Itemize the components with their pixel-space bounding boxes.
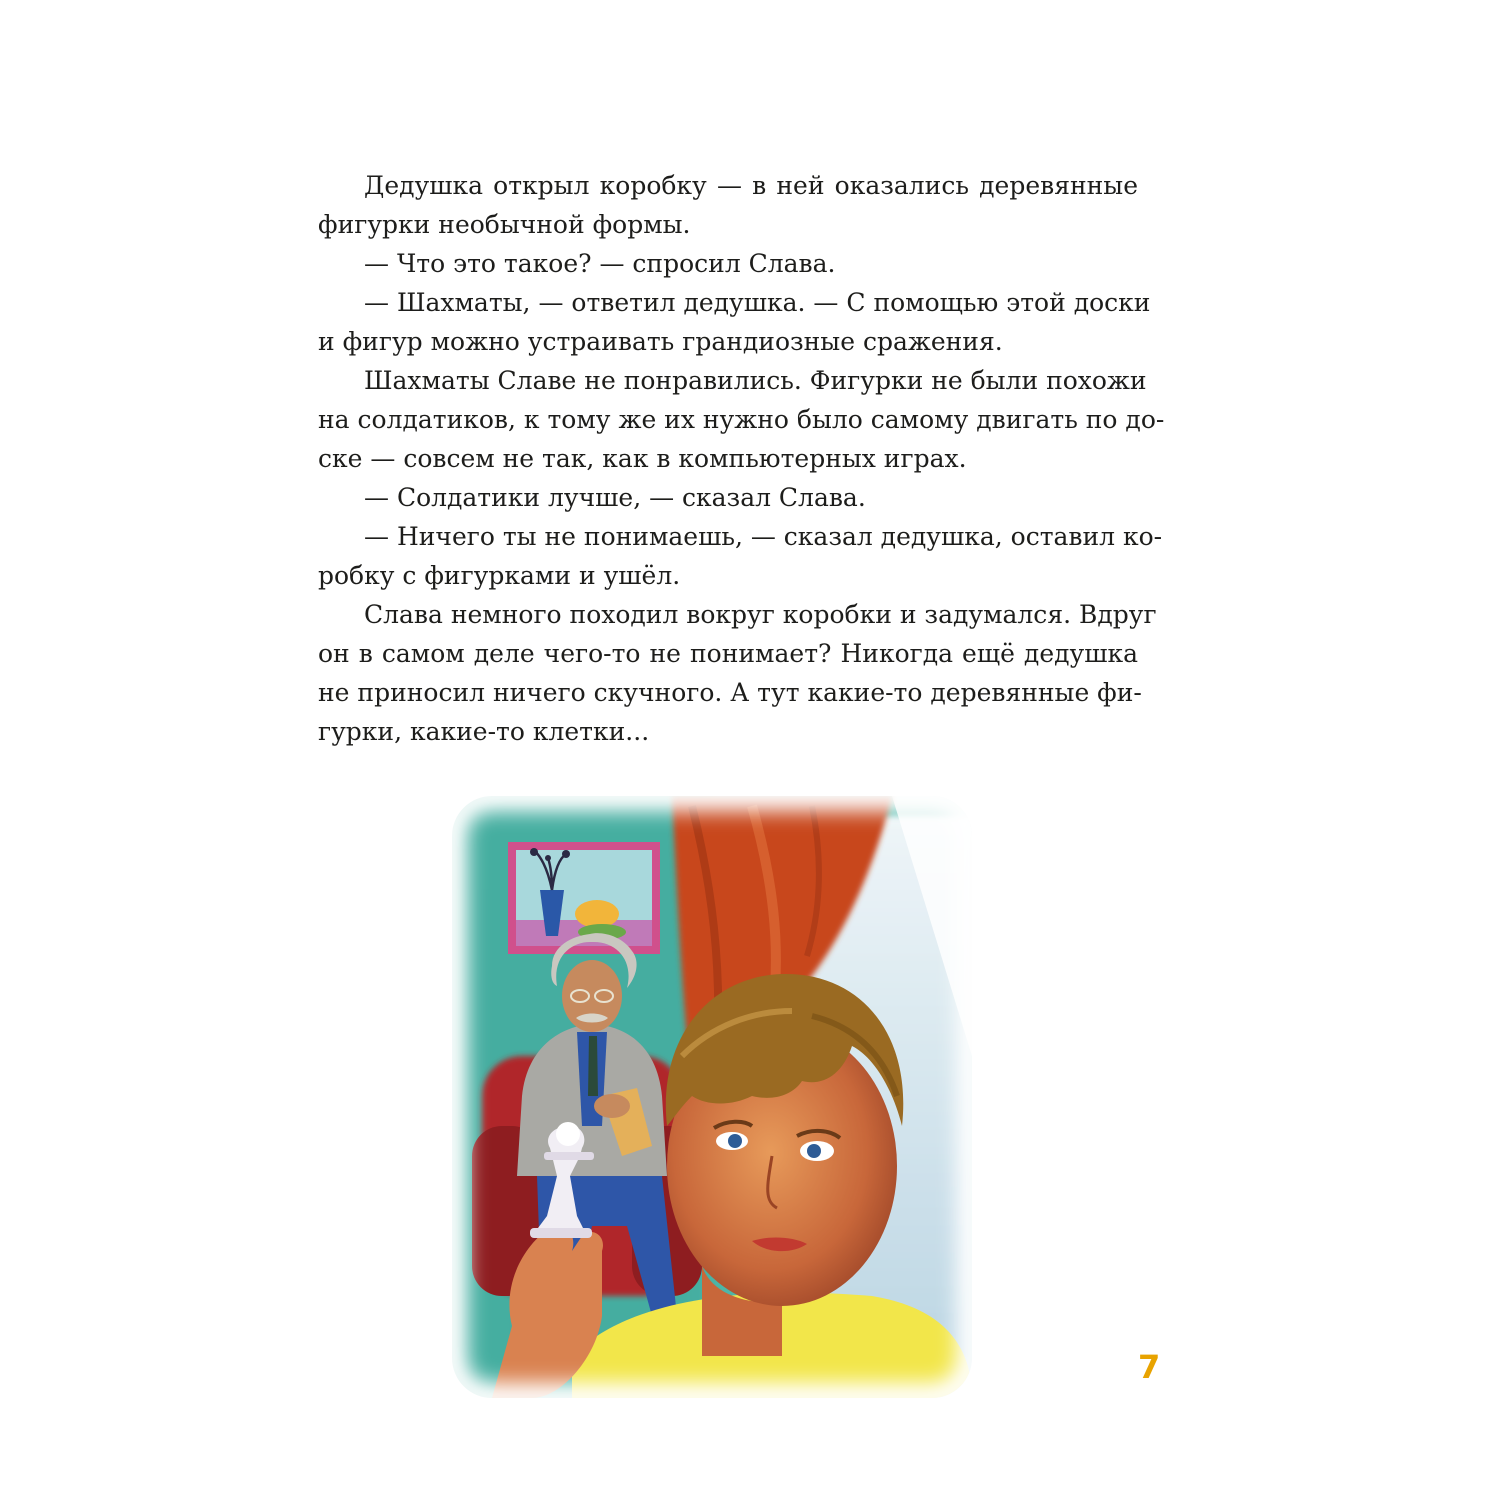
text-line: и фигур можно устраивать грандиозные сражения. [318,327,1003,356]
text-line: не приносил ничего скучного. А тут какие-то деревянные фи- [318,678,1142,707]
text-line: Шахматы Славе не понравились. Фигурки не были похожи [364,366,1147,395]
page-number: 7 [1138,1348,1161,1386]
text-line: он в самом деле чего-то не понимает? Никогда ещё дедушка [318,639,1138,668]
text-line: робку с фигурками и ушёл. [318,561,681,590]
text-line: Дедушка открыл коробку — в ней оказались деревянные [364,171,1138,200]
story-illustration [452,796,972,1398]
text-line: фигурки необычной формы. [318,210,691,239]
text-line: — Что это такое? — спросил Слава. [364,249,836,278]
text-line: — Солдатики лучше, — сказал Слава. [364,483,866,512]
text-line: гурки, какие-то клетки... [318,717,650,746]
text-line: ске — совсем не так, как в компьютерных играх. [318,444,967,473]
text-line: на солдатиков, к тому же их нужно было самому двигать по до- [318,405,1165,434]
text-line: — Ничего ты не понимаешь, — сказал дедушка, оставил ко- [364,522,1163,551]
story-text [318,166,1165,751]
text-line: — Шахматы, — ответил дедушка. — С помощью этой доски [364,288,1151,317]
text-line: Слава немного походил вокруг коробки и задумался. Вдруг [364,600,1157,629]
